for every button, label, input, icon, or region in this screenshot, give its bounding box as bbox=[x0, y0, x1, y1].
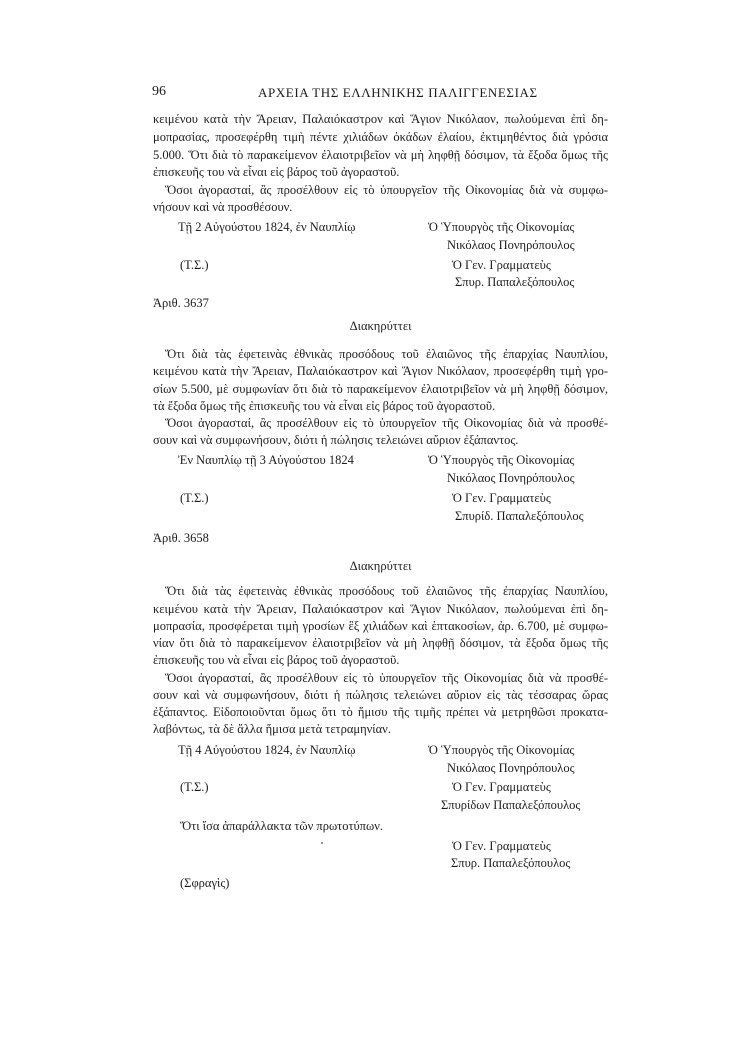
text-line: σουν καὶ νὰ συμφωνήσουν, διότι ἡ πώλησις τελειώνει αὔριον ἐξάπαντος. bbox=[153, 433, 519, 447]
signature-name: Σπυρίδ. Παπαλεξόπουλος bbox=[455, 509, 584, 523]
text-line: σουν καὶ νὰ συμφωνήσουν, διότι ἡ πώλησις τελειώνει αὔριον εἰς τὰς τέσσαρας ὥρας bbox=[153, 688, 608, 702]
text-line: μοπρασία, προσφέρεται τιμὴ γροσίων ἓξ χιλιάδων καὶ ἑπτακοσίων, ἀρ. 6.700, μὲ συμφω- bbox=[153, 619, 608, 633]
text-line: Ὅσοι ἀγορασταί, ἂς προσέλθουν εἰς τὸ ὑπουργεῖον τῆς Οἰκονομίας διὰ νὰ προσθέ- bbox=[165, 671, 608, 685]
date-place: Τῇ 4 Αὐγούστου 1824, ἐν Ναυπλίῳ bbox=[178, 743, 356, 757]
signature-title: Ὁ Ὑπουργὸς τῆς Οἰκονομίας bbox=[428, 453, 575, 467]
signature-name: Νικόλαος Πονηρόπουλος bbox=[447, 471, 575, 485]
seal-mark: (Τ.Σ.) bbox=[180, 258, 209, 272]
text-line: κειμένου κατὰ τὴν Ἄρειαν, Παλαιόκαστρον καὶ Ἅγιον Νικόλαον, πωλούμεναι ἐπὶ δη- bbox=[153, 602, 608, 616]
text-line: Ὅτι διὰ τὰς ἐφετεινὰς ἐθνικὰς προσόδους τοῦ ἐλαιῶνος τῆς ἐπαρχίας Ναυπλίου, bbox=[165, 347, 608, 361]
signature-title: Ὁ Ὑπουργὸς τῆς Οἰκονομίας bbox=[428, 220, 575, 234]
certification-text: Ὅτι ἴσα ἀπαράλλακτα τῶν πρωτοτύπων. bbox=[180, 819, 383, 833]
date-place: Τῇ 2 Αὐγούστου 1824, ἐν Ναυπλίῳ bbox=[178, 220, 356, 234]
text-line: ἐξάπαντος. Εἰδοποιοῦνται ὅμως ὅτι τὸ ἥμισυ τῆς τιμῆς πρέπει νὰ μετρηθῶσι προκατα- bbox=[153, 705, 608, 719]
section-heading: Διακηρύττει bbox=[349, 319, 412, 333]
seal-mark: (Σφραγὶς) bbox=[180, 876, 230, 890]
text-line: κειμένου κατὰ τὴν Ἄρειαν, Παλαιόκαστρον καὶ Ἅγιον Νικόλαον, προσεφέρθη τιμὴ γρο- bbox=[153, 364, 608, 378]
text-line: νήσουν καὶ νὰ προσθέσουν. bbox=[153, 200, 293, 214]
text-line: τὰ ἔξοδα ὅμως τῆς ἐπισκευῆς του νὰ εἶναι εἰς βάρος τοῦ ἀγοραστοῦ. bbox=[153, 399, 496, 413]
text-line: ἐπισκευῆς του νὰ εἶναι εἰς βάρος τοῦ ἀγοραστοῦ. bbox=[153, 653, 400, 667]
text-line: μοπρασίας, προσεφέρθη τιμὴ πέντε χιλιάδων ὀκάδων ἐλαίου, ἐκτιμηθέντος διὰ γρόσια bbox=[153, 130, 608, 144]
signature-title: Ὁ Γεν. Γραμματεὺς bbox=[452, 491, 551, 505]
signature-title: Ὁ Γεν. Γραμματεὺς bbox=[452, 258, 551, 272]
text-line: Ὅτι διὰ τὰς ἐφετεινὰς ἐθνικὰς προσόδους τοῦ ἐλαιῶνος τῆς ἐπαρχίας Ναυπλίου, bbox=[165, 584, 608, 598]
signature-title: Ὁ Γεν. Γραμματεὺς bbox=[452, 780, 551, 794]
scan-speck bbox=[321, 842, 323, 844]
text-line: κειμένου κατὰ τὴν Ἄρειαν, Παλαιόκαστρον καὶ Ἅγιον Νικόλαον, πωλούμεναι ἐπὶ δη- bbox=[153, 112, 608, 126]
document-number: Ἀριθ. 3637 bbox=[153, 296, 209, 310]
date-place: Ἐν Ναυπλίῳ τῇ 3 Αὐγούστου 1824 bbox=[178, 453, 354, 467]
page-number: 96 bbox=[152, 84, 166, 99]
signature-title: Ὁ Γεν. Γραμματεὺς bbox=[452, 839, 551, 853]
signature-title: Ὁ Ὑπουργὸς τῆς Οἰκονομίας bbox=[428, 743, 575, 757]
document-number: Ἀριθ. 3658 bbox=[153, 531, 209, 545]
signature-name: Νικόλαος Πονηρόπουλος bbox=[447, 238, 575, 252]
text-line: 5.000. Ὅτι διὰ τὸ παρακείμενον ἐλαιοτριβεῖον νὰ μὴ ληφθῇ δόσιμον, τὰ ἔξοδα ὅμως τῆς bbox=[153, 148, 608, 162]
signature-name: Νικόλαος Πονηρόπουλος bbox=[447, 761, 575, 775]
seal-mark: (Τ.Σ.) bbox=[180, 491, 209, 505]
text-line: Ὅσοι ἀγορασταί, ἂς προσέλθουν εἰς τὸ ὑπουργεῖον τῆς Οἰκονομίας διὰ νὰ προσθέ- bbox=[165, 416, 608, 430]
seal-mark: (Τ.Σ.) bbox=[180, 780, 209, 794]
text-line: σίων 5.500, μὲ συμφωνίαν ὅτι διὰ τὸ παρακείμενον ἐλαιοτριβεῖον νὰ μὴ ληφθῇ δόσιμον, bbox=[153, 382, 608, 396]
text-line: Ὅσοι ἀγορασταί, ἂς προσέλθουν εἰς τὸ ὑπουργεῖον τῆς Οἰκονομίας διὰ νὰ συμφω- bbox=[165, 183, 608, 197]
text-line: λαβόντως, τὰ δὲ ἄλλα ἥμισα μετὰ τετραμηνίαν. bbox=[153, 722, 391, 736]
text-line: νίαν ὅτι διὰ τὸ παρακείμενον ἐλαιοτριβεῖον νὰ μὴ ληφθῇ δόσιμον, τὰ ἔξοδα ὅμως τῆς bbox=[153, 636, 608, 650]
signature-name: Σπυρ. Παπαλεξόπουλος bbox=[455, 275, 575, 289]
signature-name: Σπυρ. Παπαλεξόπουλος bbox=[451, 856, 571, 870]
running-title: ΑΡΧΕΙΑ ΤΗΣ ΕΛΛΗΝΙΚΗΣ ΠΑΛΙΓΓΕΝΕΣΙΑΣ bbox=[258, 85, 538, 100]
text-line: ἐπισκευῆς του νὰ εἶναι εἰς βάρος τοῦ ἀγοραστοῦ. bbox=[153, 165, 400, 179]
signature-name: Σπυρίδων Παπαλεξόπουλος bbox=[441, 798, 581, 812]
section-heading: Διακηρύττει bbox=[349, 559, 412, 573]
